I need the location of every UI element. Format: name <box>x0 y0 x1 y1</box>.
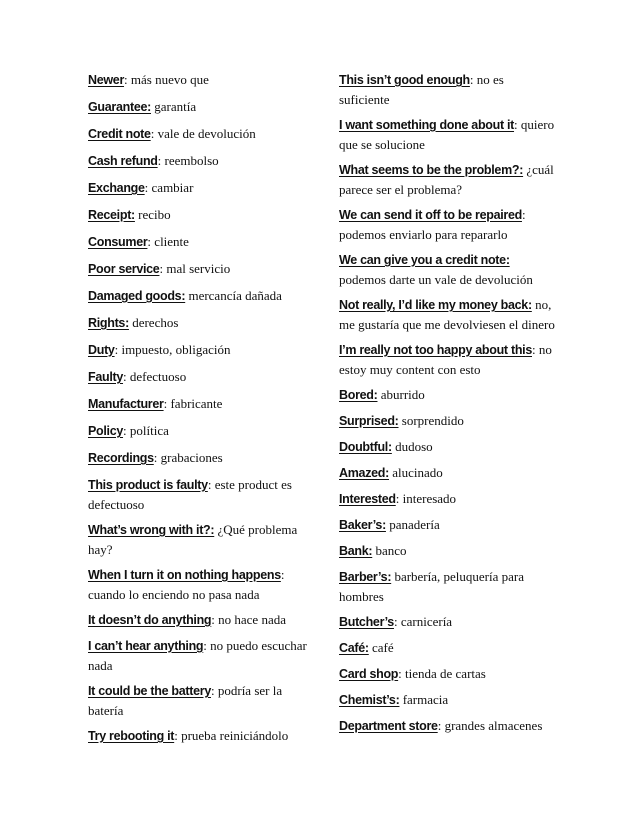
entry-definition: cambiar <box>148 180 194 195</box>
entry-separator: : <box>157 153 162 168</box>
entry-term: Policy <box>88 424 124 438</box>
entry-separator: : <box>153 450 158 465</box>
entry-separator: : <box>147 234 152 249</box>
entry-definition: no es suficiente <box>339 72 504 107</box>
glossary-entry <box>88 448 310 468</box>
entry-separator: : <box>150 126 155 141</box>
entry-term: Faulty <box>88 370 124 384</box>
glossary-entry <box>339 295 557 334</box>
entry-definition: podemos darte un vale de devolución <box>339 272 533 287</box>
entry-term: Bored: <box>339 388 378 402</box>
entry-term: Interested <box>339 492 396 506</box>
entry-separator: : <box>437 718 442 733</box>
glossary-entry <box>88 520 310 559</box>
entry-separator: : <box>124 72 128 87</box>
entry-separator: : <box>114 342 119 357</box>
entry-term: Not really, I’d like my money back: <box>339 298 532 312</box>
entry-term: Recordings <box>88 451 154 465</box>
entry-term: It doesn’t do anything <box>88 613 212 627</box>
entry-term: Butcher’s <box>339 615 394 629</box>
entry-definition: sorprendido <box>398 413 464 428</box>
right-column <box>339 70 557 736</box>
glossary-entry <box>88 636 310 675</box>
glossary-entry <box>88 475 310 514</box>
entry-separator: : <box>521 207 526 222</box>
glossary-entry <box>339 70 557 109</box>
entry-definition: garantía <box>151 99 197 114</box>
glossary-entry <box>339 463 557 483</box>
entry-definition: podemos enviarlo para repararlo <box>339 227 508 242</box>
glossary-entry <box>88 124 310 144</box>
entry-definition: podría ser la batería <box>88 683 283 718</box>
glossary-entry <box>88 70 310 90</box>
entry-definition: recibo <box>134 207 171 222</box>
glossary-entry <box>339 385 557 405</box>
entry-definition: no, me gustaría que me devolviesen el dinero <box>339 297 555 332</box>
entry-term: Exchange <box>88 181 145 195</box>
glossary-entry <box>339 250 557 289</box>
entry-separator: : <box>532 342 536 357</box>
entry-definition: política <box>126 423 169 438</box>
entry-separator: : <box>514 117 518 132</box>
entry-definition: mercancía dañada <box>185 288 282 303</box>
glossary-entry <box>88 421 310 441</box>
glossary-entry <box>88 286 310 306</box>
entry-separator: : <box>123 423 127 438</box>
glossary-entry <box>88 259 310 279</box>
entry-definition: defectuoso <box>126 369 187 384</box>
entry-term: It could be the battery <box>88 684 211 698</box>
entry-term: Doubtful: <box>339 440 392 454</box>
entry-separator: : <box>207 477 212 492</box>
entry-term: Manufacturer <box>88 397 164 411</box>
glossary-entry <box>339 205 557 244</box>
entry-definition: grandes almacenes <box>441 718 543 733</box>
entry-definition: reembolso <box>161 153 219 168</box>
entry-separator: : <box>469 72 474 87</box>
entry-definition: banco <box>372 543 407 558</box>
glossary-entry <box>339 411 557 431</box>
entry-term: Damaged goods: <box>88 289 186 303</box>
entry-term: Receipt: <box>88 208 135 222</box>
glossary-entry <box>339 437 557 457</box>
glossary-entry <box>88 232 310 252</box>
entry-term: I can’t hear anything <box>88 639 204 653</box>
entry-definition: cliente <box>151 234 189 249</box>
glossary-entry <box>88 178 310 198</box>
entry-term: Barber’s: <box>339 570 392 584</box>
glossary-entry <box>339 541 557 561</box>
glossary-entry <box>88 681 310 720</box>
entry-separator: : <box>163 396 168 411</box>
entry-definition: dudoso <box>391 439 433 454</box>
entry-term: Amazed: <box>339 466 389 480</box>
entry-separator: : <box>159 261 164 276</box>
glossary-entry <box>339 664 557 684</box>
entry-definition: impuesto, obligación <box>118 342 231 357</box>
glossary-entry <box>339 340 557 379</box>
entry-definition: fabricante <box>167 396 223 411</box>
entry-definition: ¿Qué problema hay? <box>88 522 298 557</box>
glossary-entry <box>339 612 557 632</box>
entry-term: Try rebooting it <box>88 729 175 743</box>
entry-definition: grabaciones <box>157 450 223 465</box>
glossary-entry <box>88 565 310 604</box>
entry-definition: panadería <box>385 517 440 532</box>
entry-definition: interesado <box>399 491 457 506</box>
entry-separator: : <box>393 614 398 629</box>
entry-term: Credit note <box>88 127 151 141</box>
entry-definition: quiero que se solucione <box>339 117 555 152</box>
entry-definition: no estoy muy content con esto <box>339 342 552 377</box>
entry-separator: : <box>144 180 149 195</box>
glossary-entry <box>339 489 557 509</box>
entry-term: Surprised: <box>339 414 399 428</box>
entry-term: I want something done about it <box>339 118 515 132</box>
entry-definition: este product es defectuoso <box>88 477 292 512</box>
entry-term: Duty <box>88 343 115 357</box>
glossary-entry <box>88 394 310 414</box>
glossary-entry <box>88 205 310 225</box>
glossary-entry <box>88 726 310 746</box>
entry-separator: : <box>174 728 178 743</box>
entry-term: Department store <box>339 719 438 733</box>
entry-separator: : <box>210 683 215 698</box>
glossary-entry <box>88 340 310 360</box>
entry-term: Newer <box>88 73 125 87</box>
glossary-entry <box>339 690 557 710</box>
glossary-entry <box>339 638 557 658</box>
entry-definition: derechos <box>128 315 179 330</box>
entry-definition: no hace nada <box>214 612 286 627</box>
entry-term: Chemist’s: <box>339 693 400 707</box>
entry-term: I’m really not too happy about this <box>339 343 532 357</box>
entry-definition: vale de devolución <box>154 126 256 141</box>
entry-term: This product is faulty <box>88 478 208 492</box>
entry-term: This isn’t good enough <box>339 73 470 87</box>
entry-definition: tienda de cartas <box>401 666 486 681</box>
glossary-entry <box>88 313 310 333</box>
entry-separator: : <box>211 612 215 627</box>
entry-separator: : <box>123 369 127 384</box>
entry-definition: barbería, peluquería para hombres <box>339 569 524 604</box>
entry-term: Café: <box>339 641 369 655</box>
entry-term: Rights: <box>88 316 129 330</box>
entry-definition: cuando lo enciendo no pasa nada <box>88 587 260 602</box>
entry-separator: : <box>203 638 207 653</box>
entry-definition: prueba reiniciándolo <box>177 728 289 743</box>
entry-definition: café <box>368 640 394 655</box>
entry-definition: ¿cuál parece ser el problema? <box>339 162 554 197</box>
glossary-entry <box>339 115 557 154</box>
entry-term: Baker’s: <box>339 518 386 532</box>
entry-definition: aburrido <box>377 387 425 402</box>
entry-term: We can give you a credit note: <box>339 253 510 267</box>
glossary-entry <box>88 97 310 117</box>
entry-definition: mal servicio <box>163 261 231 276</box>
entry-term: Cash refund <box>88 154 158 168</box>
glossary-entry <box>88 151 310 171</box>
entry-term: Poor service <box>88 262 160 276</box>
entry-term: What seems to be the problem?: <box>339 163 524 177</box>
entry-definition: farmacia <box>399 692 449 707</box>
left-column <box>88 70 310 746</box>
entry-separator: : <box>280 567 285 582</box>
entry-definition: carnicería <box>397 614 453 629</box>
entry-term: We can send it off to be repaired <box>339 208 522 222</box>
entry-term: When I turn it on nothing happens <box>88 568 281 582</box>
glossary-entry <box>88 610 310 630</box>
entry-term: Bank: <box>339 544 373 558</box>
glossary-entry <box>88 367 310 387</box>
entry-definition: alucinado <box>389 465 443 480</box>
glossary-entry <box>339 515 557 535</box>
glossary-entry <box>339 160 557 199</box>
glossary-entry <box>339 567 557 606</box>
entry-separator: : <box>395 491 400 506</box>
entry-term: Consumer <box>88 235 148 249</box>
entry-term: Card shop <box>339 667 399 681</box>
entry-term: What’s wrong with it?: <box>88 523 215 537</box>
entry-term: Guarantee: <box>88 100 151 114</box>
glossary-entry <box>339 716 557 736</box>
entry-definition: más nuevo que <box>127 72 209 87</box>
entry-separator: : <box>398 666 402 681</box>
entry-definition: no puedo escuchar nada <box>88 638 307 673</box>
